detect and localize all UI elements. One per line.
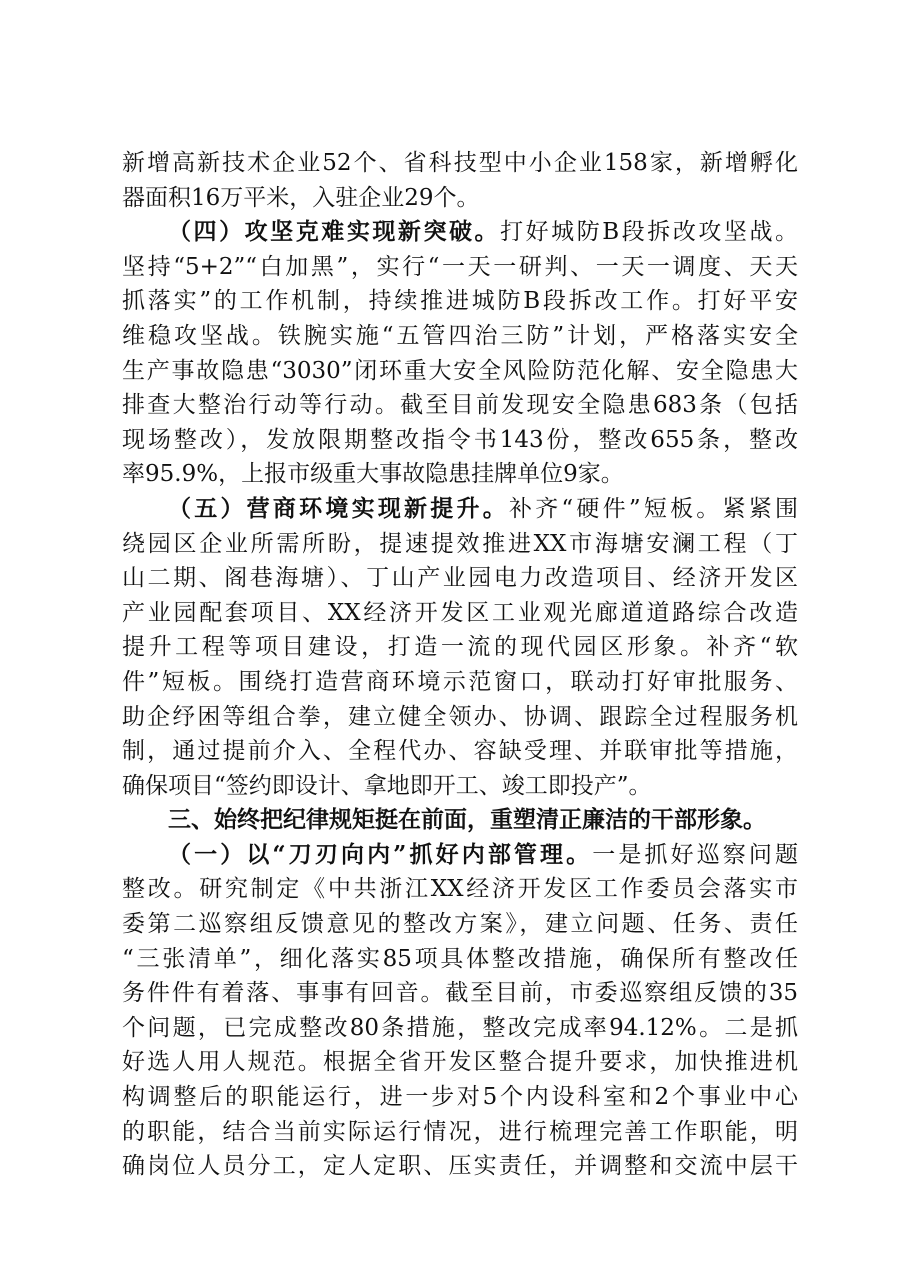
paragraph-line	[122, 838, 798, 873]
section-title: （四）攻坚克难实现新突破。	[168, 218, 501, 246]
paragraph-line: 构调整后的职能运行，进一步对5个内设科室和2个事业中心	[122, 1084, 798, 1111]
section-title: （一）以“刀刃向内”抓好内部管理。	[168, 840, 593, 868]
paragraph-line: 绕园区企业所需所盼，提速提效推进XX市海塘安澜工程（丁	[122, 530, 798, 557]
paragraph-line: 确保项目“签约即设计、拿地即开工、竣工即投产”。	[122, 772, 652, 799]
paragraph-line: “三张清单”，细化落实85项具体整改措施，确保所有整改任	[122, 945, 798, 972]
document-page	[122, 146, 798, 1184]
paragraph-line: 个问题，已完成整改80条措施，整改完成率94.12%。二是抓	[122, 1014, 798, 1041]
paragraph-line: 整改。研究制定《中共浙江XX经济开发区工作委员会落实市	[122, 876, 798, 903]
paragraph-text: 一是抓好巡察问题	[592, 841, 799, 868]
paragraph-line: 山二期、阁巷海塘）、丁山产业园电力改造项目、经济开发区	[122, 565, 798, 592]
paragraph-text: 打好城防B段拆改攻坚战。	[500, 219, 798, 246]
paragraph-line	[122, 492, 798, 527]
paragraph-line: 委第二巡察组反馈意见的整改方案》，建立问题、任务、责任	[122, 911, 798, 938]
paragraph-line: 排查大整治行动等行动。截至目前发现安全隐患683条（包括	[122, 392, 798, 419]
paragraph-line: 提升工程等项目建设，打造一流的现代园区形象。补齐“软	[122, 634, 798, 661]
paragraph-line: 产业园配套项目、XX经济开发区工业观光廊道道路综合改造	[122, 599, 798, 626]
paragraph-line: 的职能，结合当前实际运行情况，进行梳理完善工作职能，明	[122, 1118, 798, 1145]
paragraph-line: 维稳攻坚战。铁腕实施“五管四治三防”计划，严格落实安全	[122, 322, 798, 349]
paragraph-line: 新增高新技术企业52个、省科技型中小企业158家，新增孵化	[122, 150, 798, 176]
paragraph-line: 抓落实”的工作机制，持续推进城防B段拆改工作。打好平安	[122, 288, 798, 315]
paragraph-line: 坚持“5+2”“白加黑”，实行“一天一研判、一天一调度、天天	[122, 253, 798, 280]
paragraph-line: 件”短板。围绕打造营商环境示范窗口，联动打好审批服务、	[122, 668, 798, 695]
paragraph-line: 确岗位人员分工，定人定职、压实责任，并调整和交流中层干	[122, 1153, 798, 1180]
paragraph-line: 制，通过提前介入、全程代办、容缺受理、并联审批等措施，	[122, 738, 798, 765]
paragraph-line	[122, 215, 798, 250]
paragraph-line: 好选人用人规范。根据全省开发区整合提升要求，加快推进机	[122, 1049, 798, 1076]
paragraph-text: 补齐“硬件”短板。紧紧围	[508, 495, 798, 522]
paragraph-line: 助企纾困等组合拳，建立健全领办、协调、跟踪全过程服务机	[122, 703, 798, 730]
paragraph-line: 务件件有着落、事事有回音。截至目前，市委巡察组反馈的35	[122, 980, 798, 1007]
chapter-heading: 三、始终把纪律规矩挺在前面，重塑清正廉洁的干部形象。	[168, 806, 766, 834]
paragraph-line: 器面积16万平米，入驻企业29个。	[122, 184, 480, 211]
section-title: （五）营商环境实现新提升。	[168, 494, 509, 522]
paragraph-line: 生产事故隐患“3030”闭环重大安全风险防范化解、安全隐患大	[122, 357, 798, 384]
paragraph-line: 率95.9%，上报市级重大事故隐患挂牌单位9家。	[122, 461, 624, 488]
paragraph-line: 现场整改），发放限期整改指令书143份，整改655条，整改	[122, 426, 798, 453]
